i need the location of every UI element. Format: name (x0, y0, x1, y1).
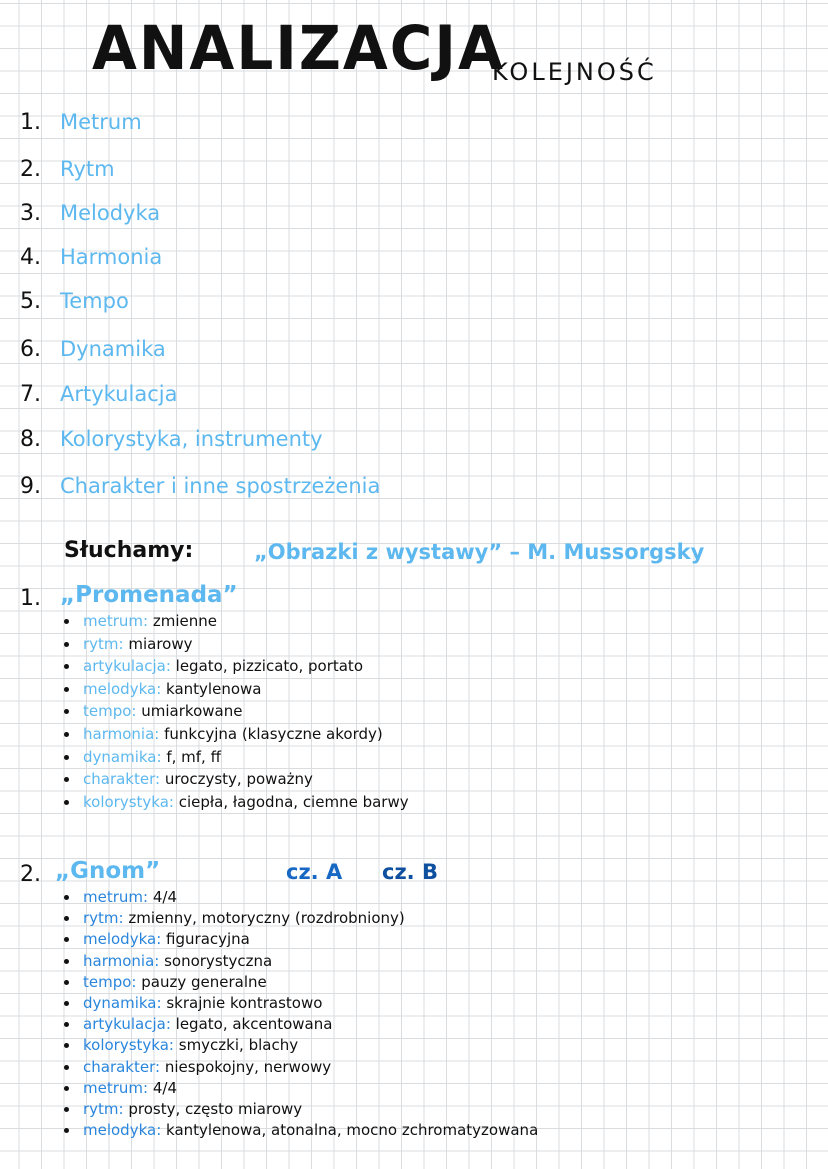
page-title: ANALIZACJA (92, 12, 505, 84)
order-item: Melodyka (60, 201, 161, 225)
bullet-value: figuracyjna (166, 930, 250, 949)
order-item: Kolorystyka, instrumenty (60, 427, 323, 451)
bullet-item (64, 888, 177, 906)
order-item: Harmonia (60, 245, 163, 269)
order-number: 6. (20, 337, 41, 362)
order-item: Metrum (60, 110, 142, 134)
bullet-item (64, 1079, 177, 1097)
order-number: 2. (20, 157, 41, 182)
bullet-value: f, mf, ff (166, 747, 221, 766)
bullet-item (64, 612, 217, 630)
part-b-label: cz. B (382, 860, 438, 884)
bullet-icon (64, 800, 69, 805)
bullet-icon (64, 687, 69, 692)
bullet-item (64, 930, 250, 948)
bullet-key: metrum: (83, 1078, 149, 1097)
order-item: Charakter i inne spostrzeżenia (60, 474, 381, 498)
bullet-key: rytm: (83, 909, 124, 928)
bullet-key: tempo: (83, 972, 137, 991)
bullet-item (64, 1100, 302, 1118)
bullet-key: harmonia: (83, 725, 160, 743)
bullet-icon (64, 1086, 69, 1091)
bullet-value: uroczysty, poważny (164, 770, 313, 789)
order-item: Artykulacja (60, 382, 178, 406)
bullet-value: kantylenowa (166, 679, 262, 698)
bullet-item (64, 1121, 538, 1139)
bullet-icon (64, 959, 69, 964)
bullet-value: zmienne (152, 612, 217, 630)
bullet-key: kolorystyka: (83, 792, 174, 811)
bullet-key: melodyka: (83, 679, 162, 698)
bullet-value: 4/4 (152, 888, 177, 906)
bullet-icon (64, 916, 69, 921)
bullet-icon (64, 619, 69, 624)
bullet-item (64, 657, 363, 675)
bullet-key: metrum: (83, 612, 149, 630)
bullet-item (64, 973, 267, 991)
section-1-number: 1. (20, 586, 41, 611)
order-number: 5. (20, 289, 41, 314)
bullet-value: sonorystyczna (164, 951, 273, 970)
bullet-item (64, 1036, 298, 1054)
part-a-label: cz. A (286, 860, 343, 884)
bullet-icon (64, 664, 69, 669)
bullet-icon (64, 1022, 69, 1027)
bullet-icon (64, 709, 69, 714)
bullet-item (64, 748, 221, 766)
bullet-key: melodyka: (83, 930, 162, 949)
bullet-key: charakter: (83, 1057, 161, 1076)
order-item: Tempo (60, 289, 129, 313)
bullet-item (64, 994, 322, 1012)
order-number: 1. (20, 110, 41, 135)
bullet-value: skrajnie kontrastowo (166, 994, 323, 1012)
bullet-item (64, 952, 272, 970)
bullet-value: 4/4 (152, 1078, 177, 1097)
order-number: 9. (20, 474, 41, 499)
bullet-icon (64, 755, 69, 760)
bullet-item (64, 725, 383, 743)
order-item: Rytm (60, 157, 115, 181)
bullet-item (64, 680, 261, 698)
section-2-number: 2. (20, 862, 41, 887)
section-1-title: „Promenada” (60, 582, 238, 608)
bullet-key: artykulacja: (83, 1015, 171, 1034)
bullet-item (64, 770, 313, 788)
section-2-title: „Gnom” (55, 858, 161, 884)
listening-work: „Obrazki z wystawy” – M. Mussorgsky (254, 540, 705, 564)
bullet-icon (64, 980, 69, 985)
bullet-key: dynamika: (83, 747, 162, 766)
bullet-icon (64, 1001, 69, 1006)
bullet-key: rytm: (83, 634, 124, 653)
bullet-icon (64, 1043, 69, 1048)
bullet-value: pauzy generalne (141, 972, 267, 991)
bullet-icon (64, 777, 69, 782)
order-number: 8. (20, 427, 41, 452)
bullet-icon (64, 937, 69, 942)
bullet-item (64, 702, 242, 720)
order-item: Dynamika (60, 337, 166, 361)
bullet-item (64, 635, 193, 653)
bullet-value: zmienny, motoryczny (rozdrobniony) (128, 909, 405, 928)
bullet-icon (64, 732, 69, 737)
bullet-value: miarowy (128, 634, 193, 653)
bullet-key: kolorystyka: (83, 1036, 174, 1055)
bullet-value: funkcyjna (klasyczne akordy) (164, 725, 383, 743)
bullet-key: melodyka: (83, 1121, 162, 1140)
bullet-value: kantylenowa, atonalna, mocno zchromatyzowana (166, 1121, 539, 1140)
order-number: 4. (20, 245, 41, 270)
bullet-icon (64, 1065, 69, 1070)
bullet-value: legato, akcentowana (175, 1015, 333, 1034)
bullet-value: legato, pizzicato, portato (175, 657, 363, 676)
bullet-key: charakter: (83, 770, 161, 789)
bullet-icon (64, 1107, 69, 1112)
bullet-value: smyczki, blachy (178, 1036, 299, 1055)
bullet-value: niespokojny, nerwowy (164, 1057, 332, 1076)
order-number: 7. (20, 382, 41, 407)
bullet-icon (64, 895, 69, 900)
bullet-item (64, 1015, 332, 1033)
listening-label: Słuchamy: (64, 538, 194, 563)
bullet-icon (64, 642, 69, 647)
bullet-value: umiarkowane (141, 702, 243, 721)
bullet-key: artykulacja: (83, 657, 171, 676)
order-number: 3. (20, 201, 41, 226)
bullet-item (64, 793, 409, 811)
bullet-key: metrum: (83, 888, 149, 906)
bullet-key: dynamika: (83, 994, 162, 1012)
subtitle: KOLEJNOŚĆ (492, 58, 657, 86)
bullet-item (64, 1058, 331, 1076)
bullet-key: rytm: (83, 1100, 124, 1118)
bullet-value: ciepła, łagodna, ciemne barwy (178, 792, 409, 811)
bullet-value: prosty, często miarowy (128, 1100, 303, 1118)
bullet-key: tempo: (83, 702, 137, 721)
bullet-icon (64, 1128, 69, 1133)
bullet-item (64, 909, 405, 927)
bullet-key: harmonia: (83, 951, 160, 970)
